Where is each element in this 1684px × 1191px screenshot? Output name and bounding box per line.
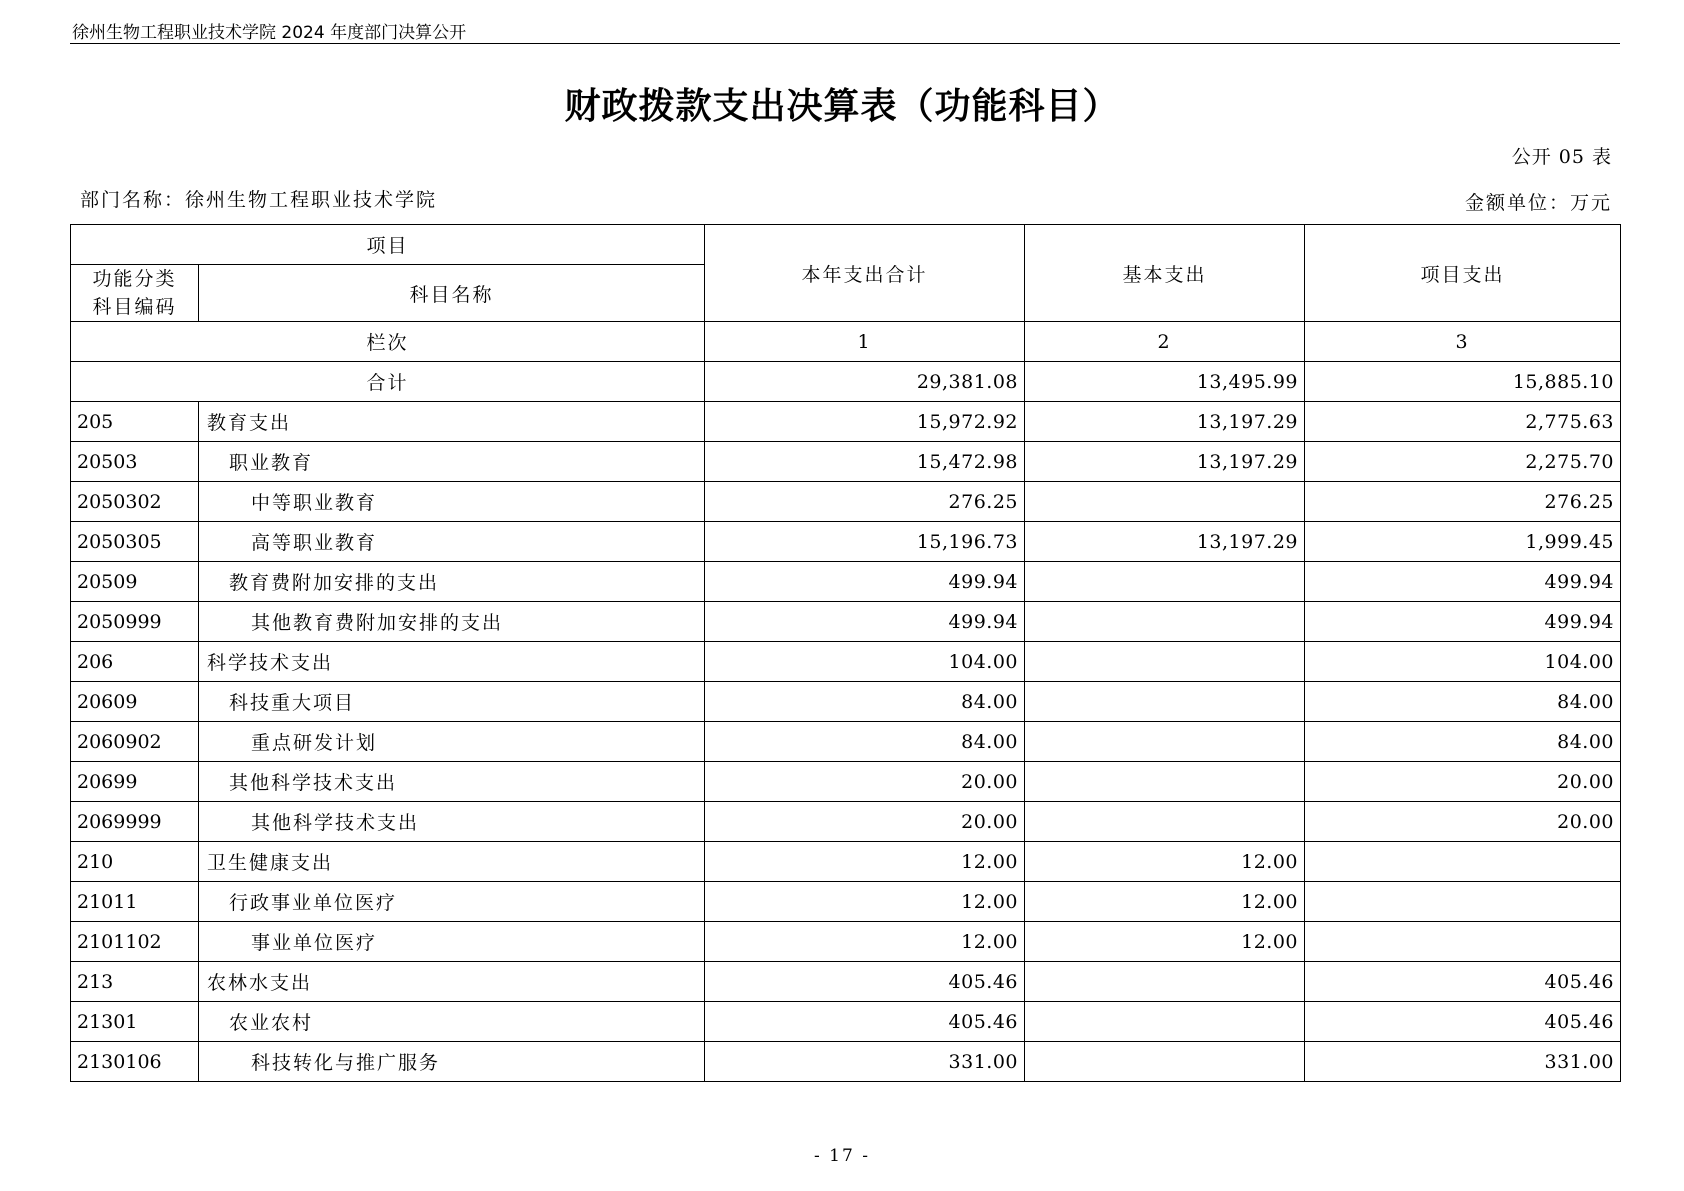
row-code: 20699 [71,762,199,802]
table-row [71,642,1621,682]
row-basic [1025,642,1305,682]
row-name: 职业教育 [199,442,705,482]
row-name: 农林水支出 [199,962,705,1002]
amount-unit: 金额单位：万元 [1464,192,1612,214]
column-number-1: 1 [705,322,1025,362]
row-project [1305,842,1621,882]
row-name: 科技重大项目 [199,682,705,722]
row-code: 2069999 [71,802,199,842]
table-code: 公开 05 表 [1511,146,1612,168]
row-total: 499.94 [705,562,1025,602]
row-name: 教育支出 [199,402,705,442]
column-number-2: 2 [1025,322,1305,362]
row-name: 高等职业教育 [199,522,705,562]
row-name: 中等职业教育 [199,482,705,522]
row-total: 12.00 [705,842,1025,882]
row-basic [1025,602,1305,642]
row-project: 2,775.63 [1305,402,1621,442]
row-code: 20509 [71,562,199,602]
row-total: 15,196.73 [705,522,1025,562]
row-project [1305,882,1621,922]
header-code [71,265,199,322]
table-row [71,722,1621,762]
header-item: 项目 [71,225,705,265]
row-code: 206 [71,642,199,682]
row-name: 行政事业单位医疗 [199,882,705,922]
row-code: 2060902 [71,722,199,762]
column-number-3: 3 [1305,322,1621,362]
row-name: 重点研发计划 [199,722,705,762]
header-code-line2: 科目编码 [92,296,177,318]
total-project: 15,885.10 [1305,362,1621,402]
row-basic [1025,1002,1305,1042]
header-project: 项目支出 [1305,225,1621,322]
row-total: 405.46 [705,1002,1025,1042]
department-name: 部门名称：徐州生物工程职业技术学院 [80,189,438,211]
row-total: 20.00 [705,762,1025,802]
row-basic: 13,197.29 [1025,522,1305,562]
table-row [71,882,1621,922]
header-basic: 基本支出 [1025,225,1305,322]
row-code: 20609 [71,682,199,722]
header-name: 科目名称 [199,265,705,322]
row-total: 12.00 [705,882,1025,922]
table-row [71,1042,1621,1082]
row-total: 15,472.98 [705,442,1025,482]
row-total: 15,972.92 [705,402,1025,442]
row-basic [1025,762,1305,802]
header-total: 本年支出合计 [705,225,1025,322]
table-row [71,962,1621,1002]
row-project: 499.94 [1305,602,1621,642]
row-code: 2130106 [71,1042,199,1082]
row-basic: 12.00 [1025,842,1305,882]
row-total: 104.00 [705,642,1025,682]
row-total: 405.46 [705,962,1025,1002]
row-project: 20.00 [1305,802,1621,842]
header-rule [70,43,1620,44]
row-total: 331.00 [705,1042,1025,1082]
row-total: 12.00 [705,922,1025,962]
total-basic: 13,495.99 [1025,362,1305,402]
row-code: 20503 [71,442,199,482]
table-row [71,1002,1621,1042]
row-project: 1,999.45 [1305,522,1621,562]
row-basic [1025,562,1305,602]
table-row [71,602,1621,642]
expenditure-table [70,224,1621,1082]
row-project: 20.00 [1305,762,1621,802]
row-basic: 12.00 [1025,882,1305,922]
row-name: 事业单位医疗 [199,922,705,962]
table-row [71,842,1621,882]
row-code: 21301 [71,1002,199,1042]
table-row [71,522,1621,562]
row-code: 21011 [71,882,199,922]
row-basic [1025,802,1305,842]
row-project: 104.00 [1305,642,1621,682]
table-row [71,482,1621,522]
table-row [71,922,1621,962]
row-name: 其他科学技术支出 [199,802,705,842]
row-total: 84.00 [705,722,1025,762]
running-header: 徐州生物工程职业技术学院 2024 年度部门决算公开 [72,23,467,43]
header-row-top [71,225,1621,265]
row-name: 卫生健康支出 [199,842,705,882]
row-total: 84.00 [705,682,1025,722]
row-name: 其他科学技术支出 [199,762,705,802]
column-number-row [71,322,1621,362]
row-name: 教育费附加安排的支出 [199,562,705,602]
table-row [71,802,1621,842]
row-code: 205 [71,402,199,442]
page-number: - 17 - [814,1146,870,1166]
row-project: 405.46 [1305,1002,1621,1042]
row-basic [1025,1042,1305,1082]
header-code-line1: 功能分类 [92,268,177,290]
row-name: 科技转化与推广服务 [199,1042,705,1082]
row-code: 2101102 [71,922,199,962]
row-code: 2050305 [71,522,199,562]
column-number-label: 栏次 [71,322,705,362]
row-basic [1025,962,1305,1002]
row-basic [1025,482,1305,522]
row-project: 276.25 [1305,482,1621,522]
row-project: 84.00 [1305,682,1621,722]
row-total: 276.25 [705,482,1025,522]
row-total: 20.00 [705,802,1025,842]
row-project: 331.00 [1305,1042,1621,1082]
row-basic [1025,722,1305,762]
row-basic: 12.00 [1025,922,1305,962]
table-row [71,682,1621,722]
table-row [71,442,1621,482]
row-project: 499.94 [1305,562,1621,602]
row-basic: 13,197.29 [1025,402,1305,442]
row-project: 2,275.70 [1305,442,1621,482]
row-basic: 13,197.29 [1025,442,1305,482]
row-code: 210 [71,842,199,882]
row-code: 213 [71,962,199,1002]
row-basic [1025,682,1305,722]
row-project: 405.46 [1305,962,1621,1002]
total-row [71,362,1621,402]
table-row [71,762,1621,802]
page-title: 财政拨款支出决算表（功能科目） [564,86,1120,127]
row-name: 科学技术支出 [199,642,705,682]
row-code: 2050302 [71,482,199,522]
row-name: 其他教育费附加安排的支出 [199,602,705,642]
total-label: 合计 [71,362,705,402]
row-name: 农业农村 [199,1002,705,1042]
row-project [1305,922,1621,962]
total-amount: 29,381.08 [705,362,1025,402]
table-row [71,402,1621,442]
table-row [71,562,1621,602]
row-total: 499.94 [705,602,1025,642]
row-project: 84.00 [1305,722,1621,762]
row-code: 2050999 [71,602,199,642]
